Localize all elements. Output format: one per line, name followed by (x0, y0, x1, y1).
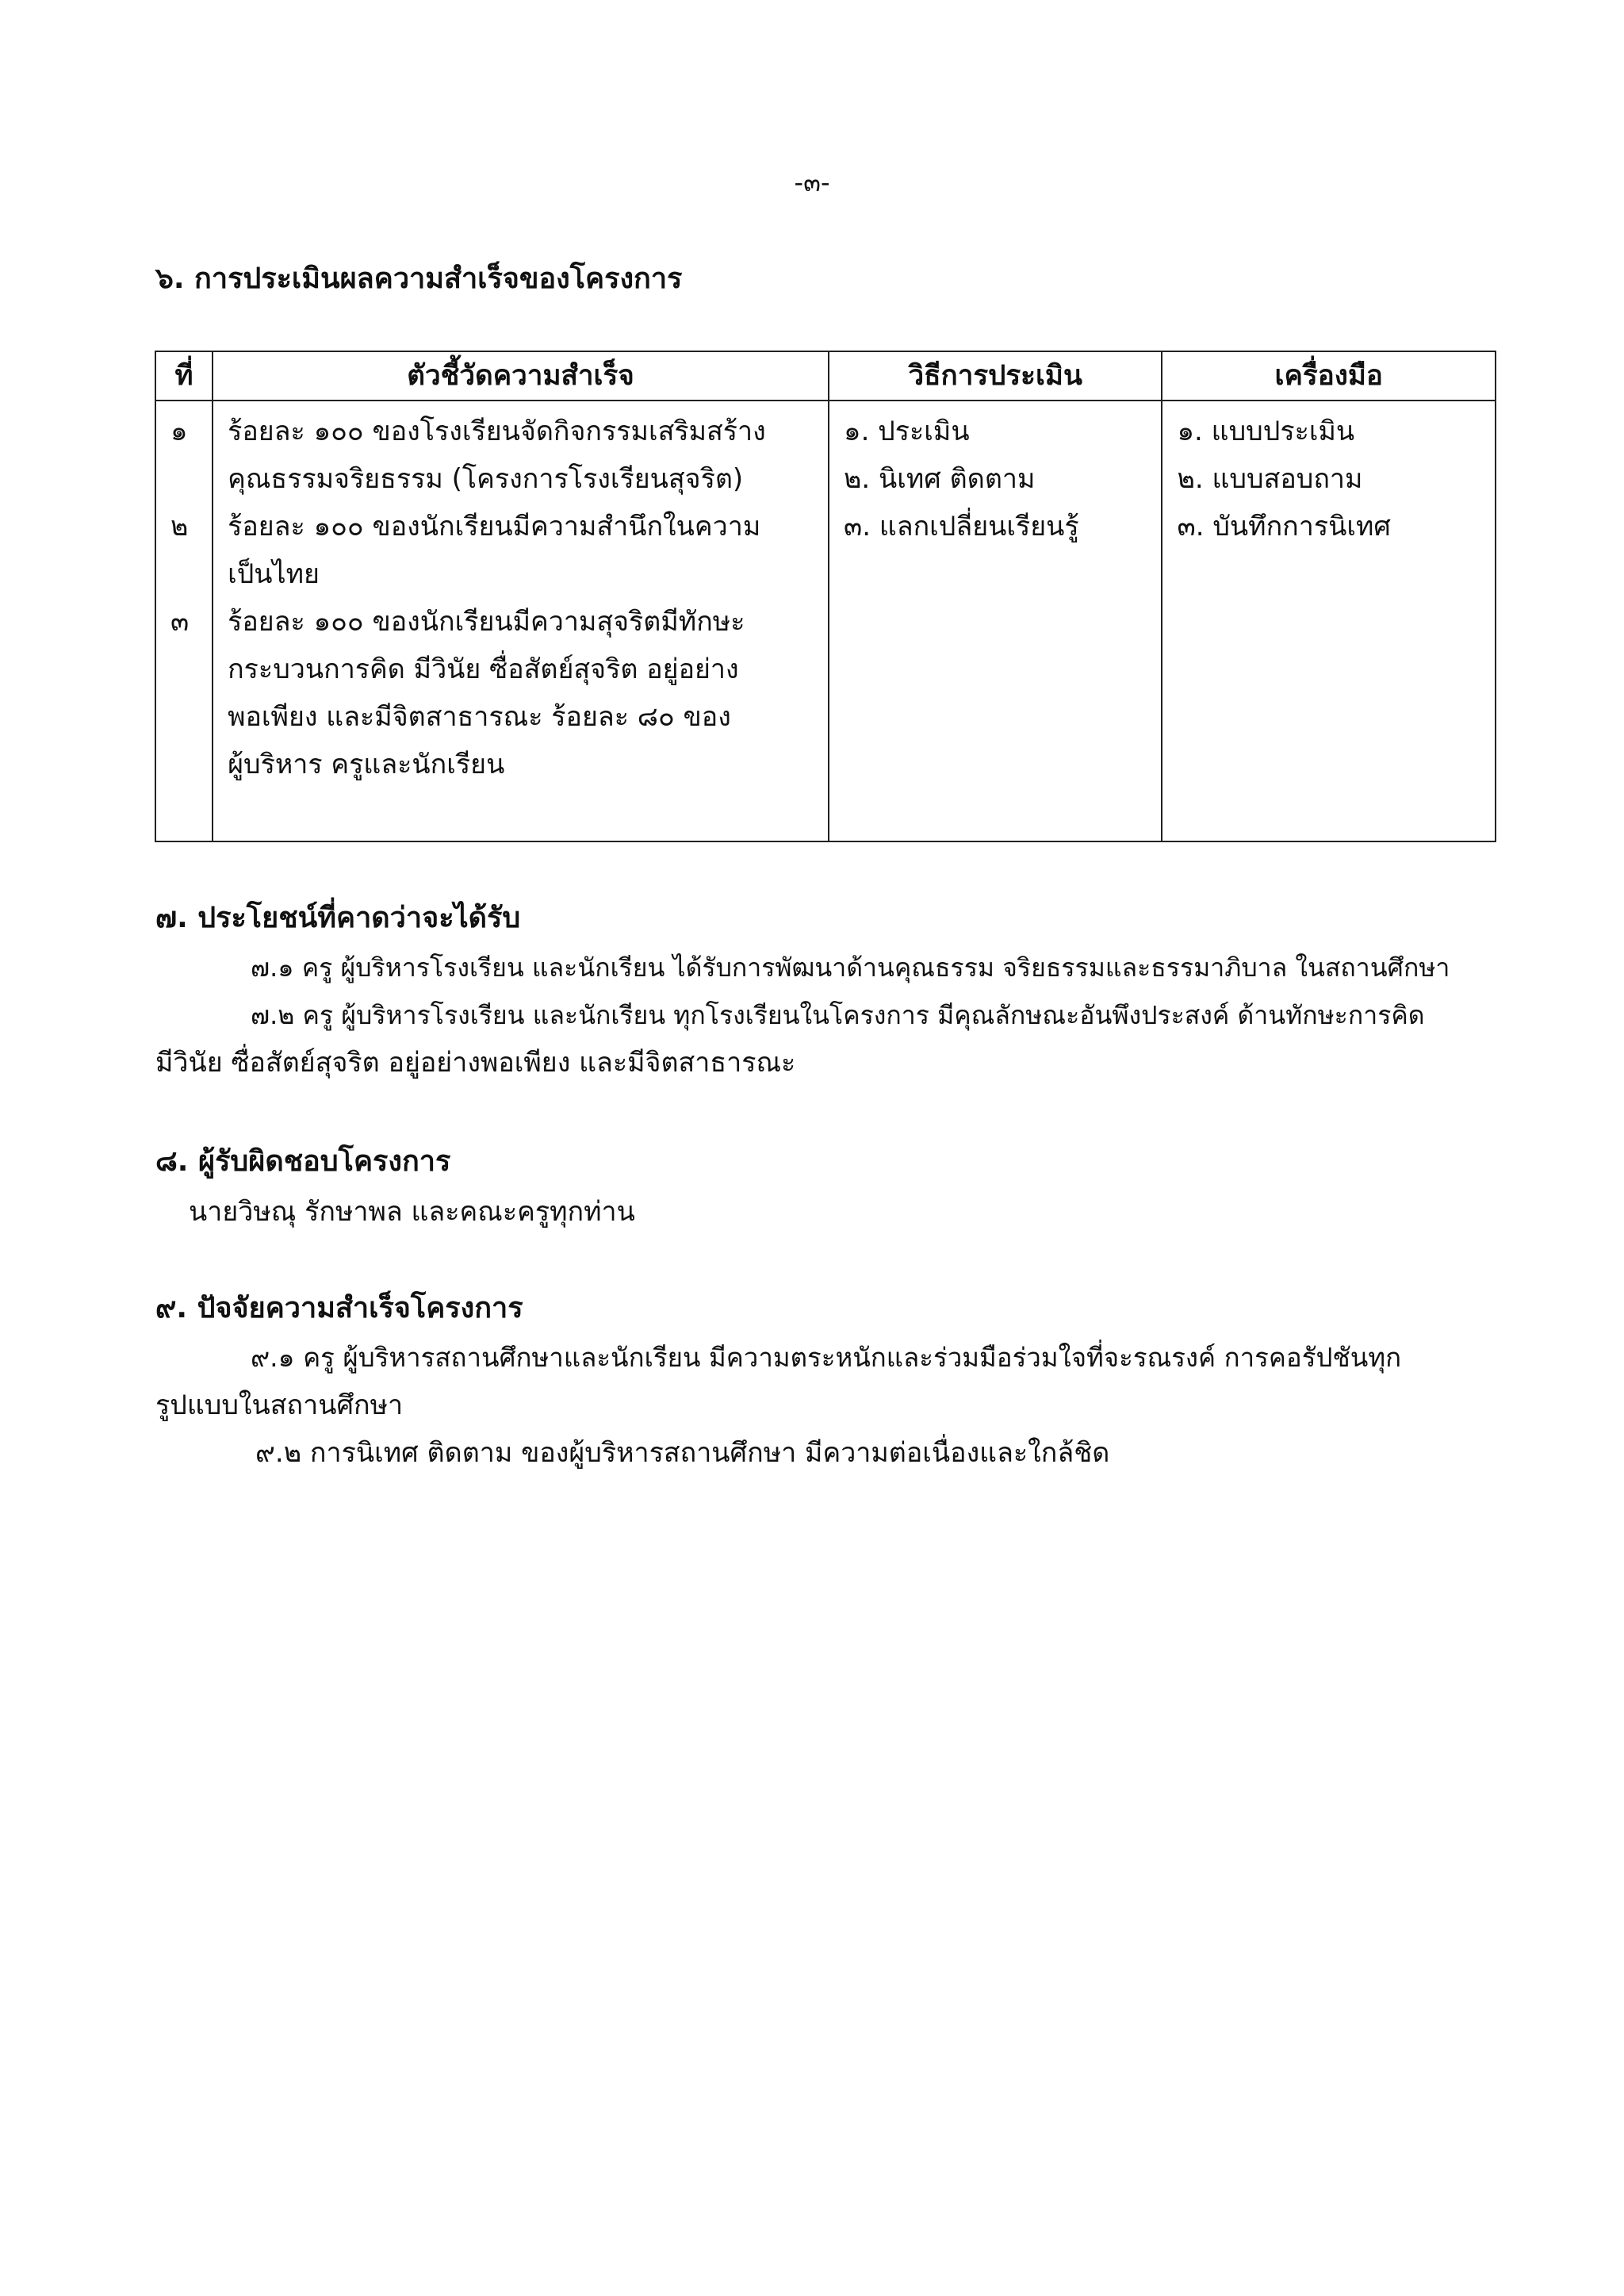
section7-heading: ๗. ประโยชน์ที่คาดว่าจะได้รับ (155, 902, 521, 934)
header-method: วิธีการประเมิน (829, 351, 1162, 401)
indicator-line: ร้อยละ ๑๐๐ ของนักเรียนมีความสุจริตมีทักษะ (228, 606, 745, 638)
indicator-cell (213, 401, 829, 841)
section8-responsible: นายวิษณุ รักษาพล และคณะครูทุกท่าน (189, 1196, 635, 1228)
table-header-row (155, 351, 1496, 401)
row-number: ๓ (170, 606, 190, 638)
indicator-line: ผู้บริหาร ครูและนักเรียน (228, 749, 505, 780)
section7-paragraph-2-line-1: ๗.๒ ครู ผู้บริหารโรงเรียน และนักเรียน ทุกโรงเรียนในโครงการ มีคุณลักษณะอันพึงประสงค์ ด้านทักษะการคิด (251, 1000, 1425, 1030)
row-number: ๑ (170, 416, 188, 447)
evaluation-table (155, 351, 1496, 842)
indicator-line: ร้อยละ ๑๐๐ ของนักเรียนมีความสำนึกในความ (228, 511, 761, 542)
tool-item: ๓. บันทึกการนิเทศ (1177, 511, 1391, 542)
indicator-line: พอเพียง และมีจิตสาธารณะ ร้อยละ ๘๐ ของ (228, 701, 731, 733)
section9-paragraph-1-line-1: ๙.๑ ครู ผู้บริหารสถานศึกษาและนักเรียน มีความตระหนักและร่วมมือร่วมใจที่จะรณรงค์ การคอรัปชันทุก (251, 1342, 1402, 1373)
indicator-line: เป็นไทย (228, 558, 320, 590)
tool-item: ๒. แบบสอบถาม (1177, 463, 1363, 495)
method-item: ๓. แลกเปลี่ยนเรียนรู้ (843, 511, 1079, 542)
indicator-line: ร้อยละ ๑๐๐ ของโรงเรียนจัดกิจกรรมเสริมสร้าง (228, 416, 766, 447)
section9-paragraph-2: ๙.๒ การนิเทศ ติดตาม ของผู้บริหารสถานศึกษา มีความต่อเนื่องและใกล้ชิด (255, 1437, 1110, 1469)
table-row (155, 401, 1496, 841)
no-cell (155, 401, 213, 841)
indicator-line: กระบวนการคิด มีวินัย ซื่อสัตย์สุจริต อยู่อย่าง (228, 654, 739, 685)
row-number: ๒ (170, 511, 189, 542)
section8-heading: ๘. ผู้รับผิดชอบโครงการ (155, 1145, 451, 1178)
section9-heading: ๙. ปัจจัยความสำเร็จโครงการ (155, 1292, 523, 1324)
section6-heading: ๖. การประเมินผลความสำเร็จของโครงการ (155, 263, 683, 295)
page-number: -๓- (794, 167, 830, 197)
header-no: ที่ (155, 351, 213, 401)
method-cell (829, 401, 1162, 841)
indicator-line: คุณธรรมจริยธรรม (โครงการโรงเรียนสุจริต) (228, 463, 744, 495)
header-tool: เครื่องมือ (1162, 351, 1496, 401)
header-indicator: ตัวชี้วัดความสำเร็จ (213, 351, 829, 401)
section7-paragraph-1: ๗.๑ ครู ผู้บริหารโรงเรียน และนักเรียน ได้รับการพัฒนาด้านคุณธรรม จริยธรรมและธรรมาภิบาล ในสถานศึกษา (251, 953, 1450, 983)
tool-item: ๑. แบบประเมิน (1177, 416, 1355, 447)
method-item: ๑. ประเมิน (843, 416, 970, 447)
section7-paragraph-2-line-2: มีวินัย ซื่อสัตย์สุจริต อยู่อย่างพอเพียง และมีจิตสาธารณะ (155, 1047, 796, 1079)
method-item: ๒. นิเทศ ติดตาม (843, 463, 1036, 495)
tool-cell (1162, 401, 1496, 841)
section9-paragraph-1-line-2: รูปแบบในสถานศึกษา (155, 1389, 404, 1421)
